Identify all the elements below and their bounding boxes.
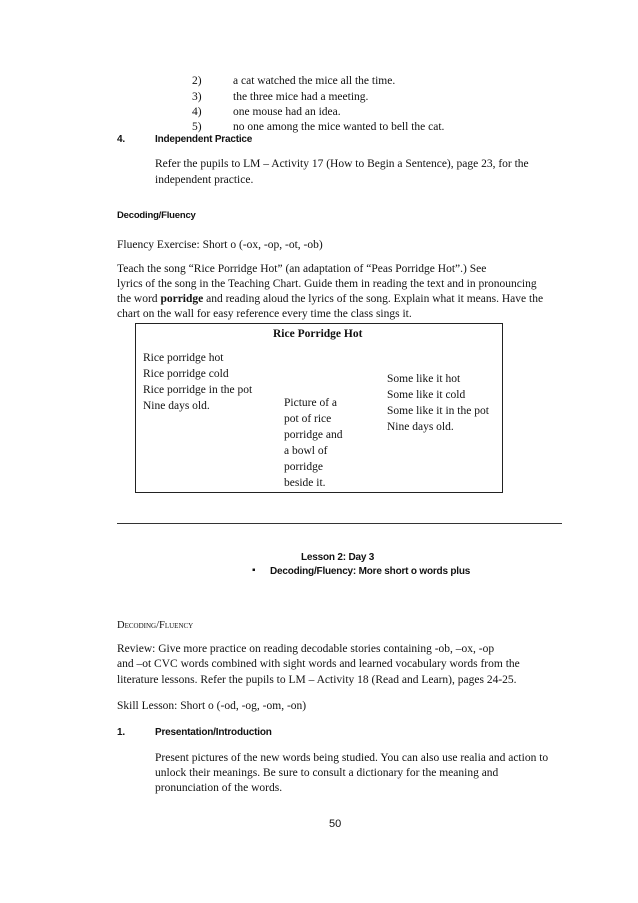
placeholder-line: a bowl of: [284, 445, 328, 457]
decoding-fluency-heading: Decoding/Fluency: [117, 620, 194, 631]
placeholder-line: Picture of a: [284, 397, 338, 409]
paragraph-line: and –ot CVC words combined with sight words and learned vocabulary words from the: [117, 658, 520, 670]
list-number: 5): [192, 121, 202, 133]
chart-right-column: [387, 371, 489, 435]
paragraph-line: pronunciation of the words.: [155, 782, 283, 794]
lyric-line: Some like it hot: [387, 373, 461, 385]
list-item: a cat watched the mice all the time.: [233, 75, 396, 87]
paragraph-line: Review: Give more practice on reading decodable stories containing -ob, –ox, -op: [117, 643, 495, 655]
skill-lesson-text: Skill Lesson: Short o (-od, -og, -om, -on): [117, 700, 307, 712]
paragraph-line: unlock their meanings. Be sure to consult a dictionary for the meaning and: [155, 767, 499, 779]
paragraph-line: lyrics of the song in the Teaching Chart. Guide them in reading the text and in pronouncing: [117, 278, 537, 290]
lesson-title: Lesson 2: Day 3: [301, 552, 375, 563]
section-heading: Presentation/Introduction: [155, 727, 272, 738]
fluency-exercise-text: Fluency Exercise: Short o (-ox, -op, -ot, -ob): [117, 239, 323, 251]
list-number: 4): [192, 106, 202, 118]
text-fragment: the word: [117, 293, 161, 305]
section-number: 1.: [117, 727, 125, 738]
placeholder-line: pot of rice: [284, 413, 332, 425]
section-heading: Independent Practice: [155, 134, 253, 145]
placeholder-line: beside it.: [284, 477, 326, 489]
chart-title: Rice Porridge Hot: [273, 328, 363, 340]
lyric-line: Rice porridge in the pot: [143, 384, 253, 396]
decoding-fluency-heading: Decoding/Fluency: [117, 210, 196, 221]
section-number: 4.: [117, 134, 125, 145]
placeholder-line: porridge: [284, 461, 323, 473]
lyric-line: Nine days old.: [387, 421, 454, 433]
chart-picture-placeholder: [284, 395, 342, 491]
paragraph-line: Present pictures of the new words being studied. You can also use realia and action to: [155, 752, 549, 764]
list-item: no one among the mice wanted to bell the cat.: [233, 121, 445, 133]
list-item: one mouse had an idea.: [233, 106, 341, 118]
lesson-subtitle: Decoding/Fluency: More short o words plus: [270, 566, 471, 577]
paragraph-line: literature lessons. Refer the pupils to LM – Activity 18 (Read and Learn), pages 24-25.: [117, 674, 517, 686]
paragraph-line: chart on the wall for easy reference every time the class sings it.: [117, 308, 412, 320]
list-number: 2): [192, 75, 202, 87]
page-number: 50: [329, 818, 342, 830]
paragraph-line: [117, 293, 543, 305]
lyric-line: Some like it in the pot: [387, 405, 489, 417]
bold-word: porridge: [160, 293, 204, 305]
lyric-line: Nine days old.: [143, 400, 210, 412]
paragraph-line: independent practice.: [155, 174, 254, 186]
placeholder-line: porridge and: [284, 429, 343, 441]
paragraph-line: Refer the pupils to LM – Activity 17 (How to Begin a Sentence), page 23, for the: [155, 158, 529, 170]
lyric-line: Rice porridge hot: [143, 352, 224, 364]
lyric-line: Some like it cold: [387, 389, 466, 401]
lyric-line: Rice porridge cold: [143, 368, 229, 380]
horizontal-divider: [117, 523, 562, 524]
text-fragment: and reading aloud the lyrics of the song. Explain what it means. Have the: [203, 293, 544, 305]
bullet-icon: ▪: [252, 565, 256, 576]
list-item: the three mice had a meeting.: [233, 91, 369, 103]
list-number: 3): [192, 91, 202, 103]
chart-left-column: [143, 350, 252, 414]
paragraph-line: Teach the song “Rice Porridge Hot” (an adaptation of “Peas Porridge Hot”.) See: [117, 263, 487, 275]
